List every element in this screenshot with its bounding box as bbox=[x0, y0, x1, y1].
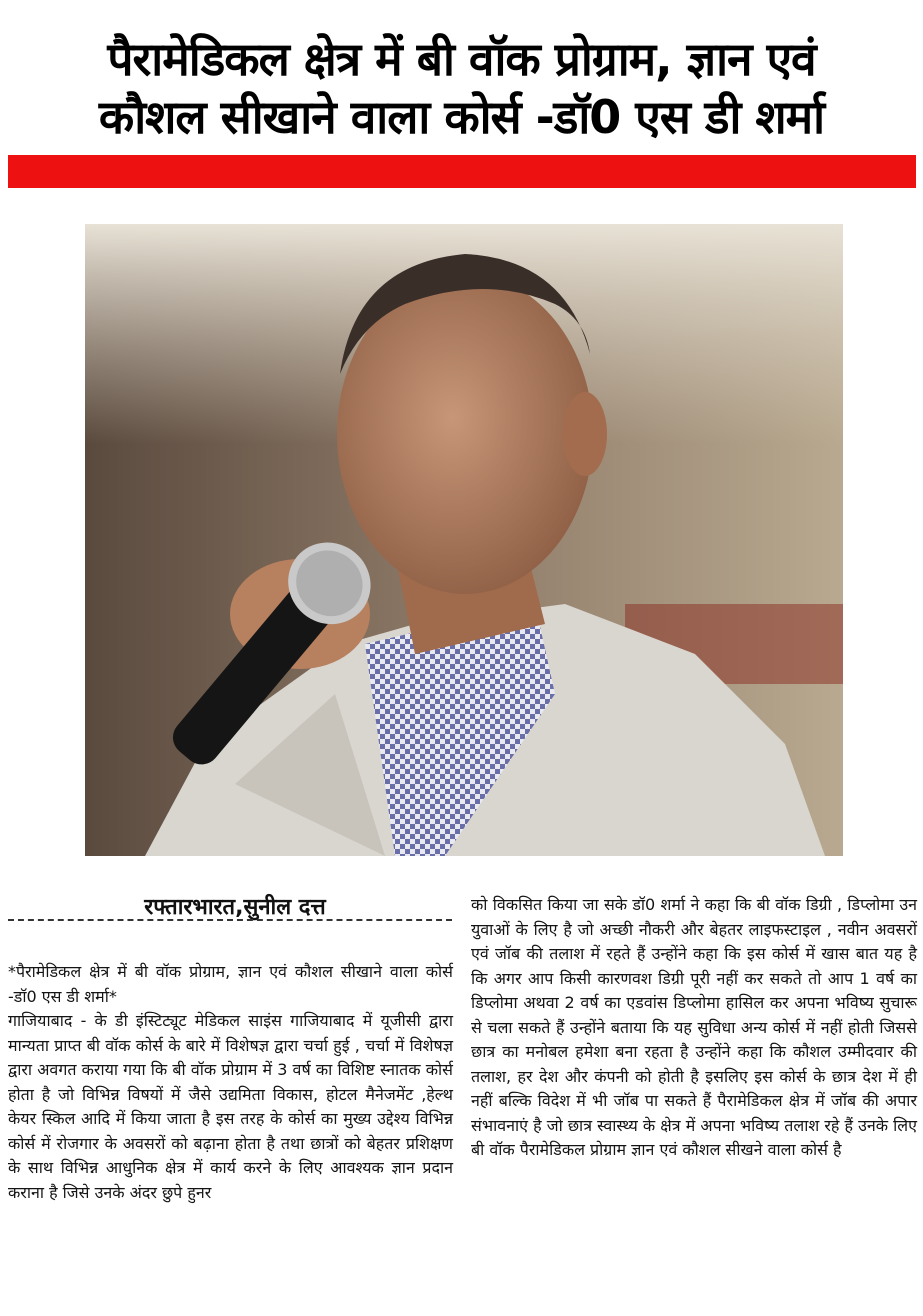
headline bbox=[10, 30, 913, 146]
headline-line-2: कौशल सीखाने वाला कोर्स -डॉ0 एस डी शर्मा bbox=[98, 90, 825, 144]
dashed-divider bbox=[8, 919, 452, 921]
article-paragraph-right: को विकसित किया जा सके डॉ0 शर्मा ने कहा कि बी वॉक डिग्री , डिप्लोमा उन युवाओं के लिए है जो अच्छी नौकरी और बेहतर लाइफस्टाइल , नवीन अवसरों एवं जॉब की तलाश में रहते हैं उन्होंने कहा कि इस कोर्स में खास बात यह है कि अगर आप किसी कारणवश डिग्री पूरी नहीं कर सकते तो आप 1 वर्ष का डिप्लोमा अथवा 2 वर्ष का एडवांस डिप्लोमा हासिल कर अपना भविष्य सुचारू से चला सकते हैं उन्होंने बताया कि यह सुविधा अन्य कोर्स में नहीं होती जिससे छात्र का मनोबल हमेशा बना रहता है उन्होंने कहा कि कौशल उम्मीदवार की तलाश, हर देश और कंपनी को होती है इसलिए इस कोर्स के छात्र देश में ही नहीं बल्कि विदेश में भी जॉब पा सकते हैं पैरामेडिकल क्षेत्र में जॉब की अपार संभावनाएं है जो छात्र स्वास्थ्य के क्षेत्र में अपना भविष्य तलाश रहे हैं उनके लिए बी वॉक पैरामेडिकल प्रोग्राम ज्ञान एवं कौशल सीखने वाला कोर्स है bbox=[471, 895, 917, 1159]
article-column-right bbox=[471, 893, 917, 1163]
article-column-left bbox=[8, 960, 453, 1205]
article-subhead: *पैरामेडिकल क्षेत्र में बी वॉक प्रोग्राम, ज्ञान एवं कौशल सीखाने वाला कोर्स -डॉ0 एस डी शर्मा* bbox=[8, 962, 453, 1006]
red-divider-band bbox=[8, 155, 916, 188]
article-photo bbox=[85, 224, 843, 856]
byline: रफ्तारभारत,सुनील दत्त bbox=[144, 895, 326, 920]
article-paragraph-left: गाजियाबाद - के डी इंस्टिट्यूट मेडिकल साइंस गाजियाबाद में यूजीसी द्वारा मान्यता प्राप्त बी वॉक कोर्स के बारे में विशेषज्ञ द्वारा चर्चा हुई , चर्चा में विशेषज्ञ द्वारा अवगत कराया गया कि बी वॉक प्रोग्राम में 3 वर्ष का विशिष्ट स्नातक कोर्स होता है जो विभिन्न विषयों में जैसे उद्यमिता विकास, होटल मैनेजमेंट ,हेल्थ केयर स्किल आदि में किया जाता है इस तरह के कोर्स का मुख्य उद्देश्य विभिन्न कोर्स में रोजगार के अवसरों को बढ़ाना होता है तथा छात्रों को बेहतर प्रशिक्षण के साथ विभिन्न आधुनिक क्षेत्र में कार्य करने के लिए आवश्यक ज्ञान प्रदान कराना है जिसे उनके अंदर छुपे हुनर bbox=[8, 1011, 453, 1202]
headline-line-1: पैरामेडिकल क्षेत्र में बी वॉक प्रोग्राम, ज्ञान एवं bbox=[107, 32, 816, 86]
